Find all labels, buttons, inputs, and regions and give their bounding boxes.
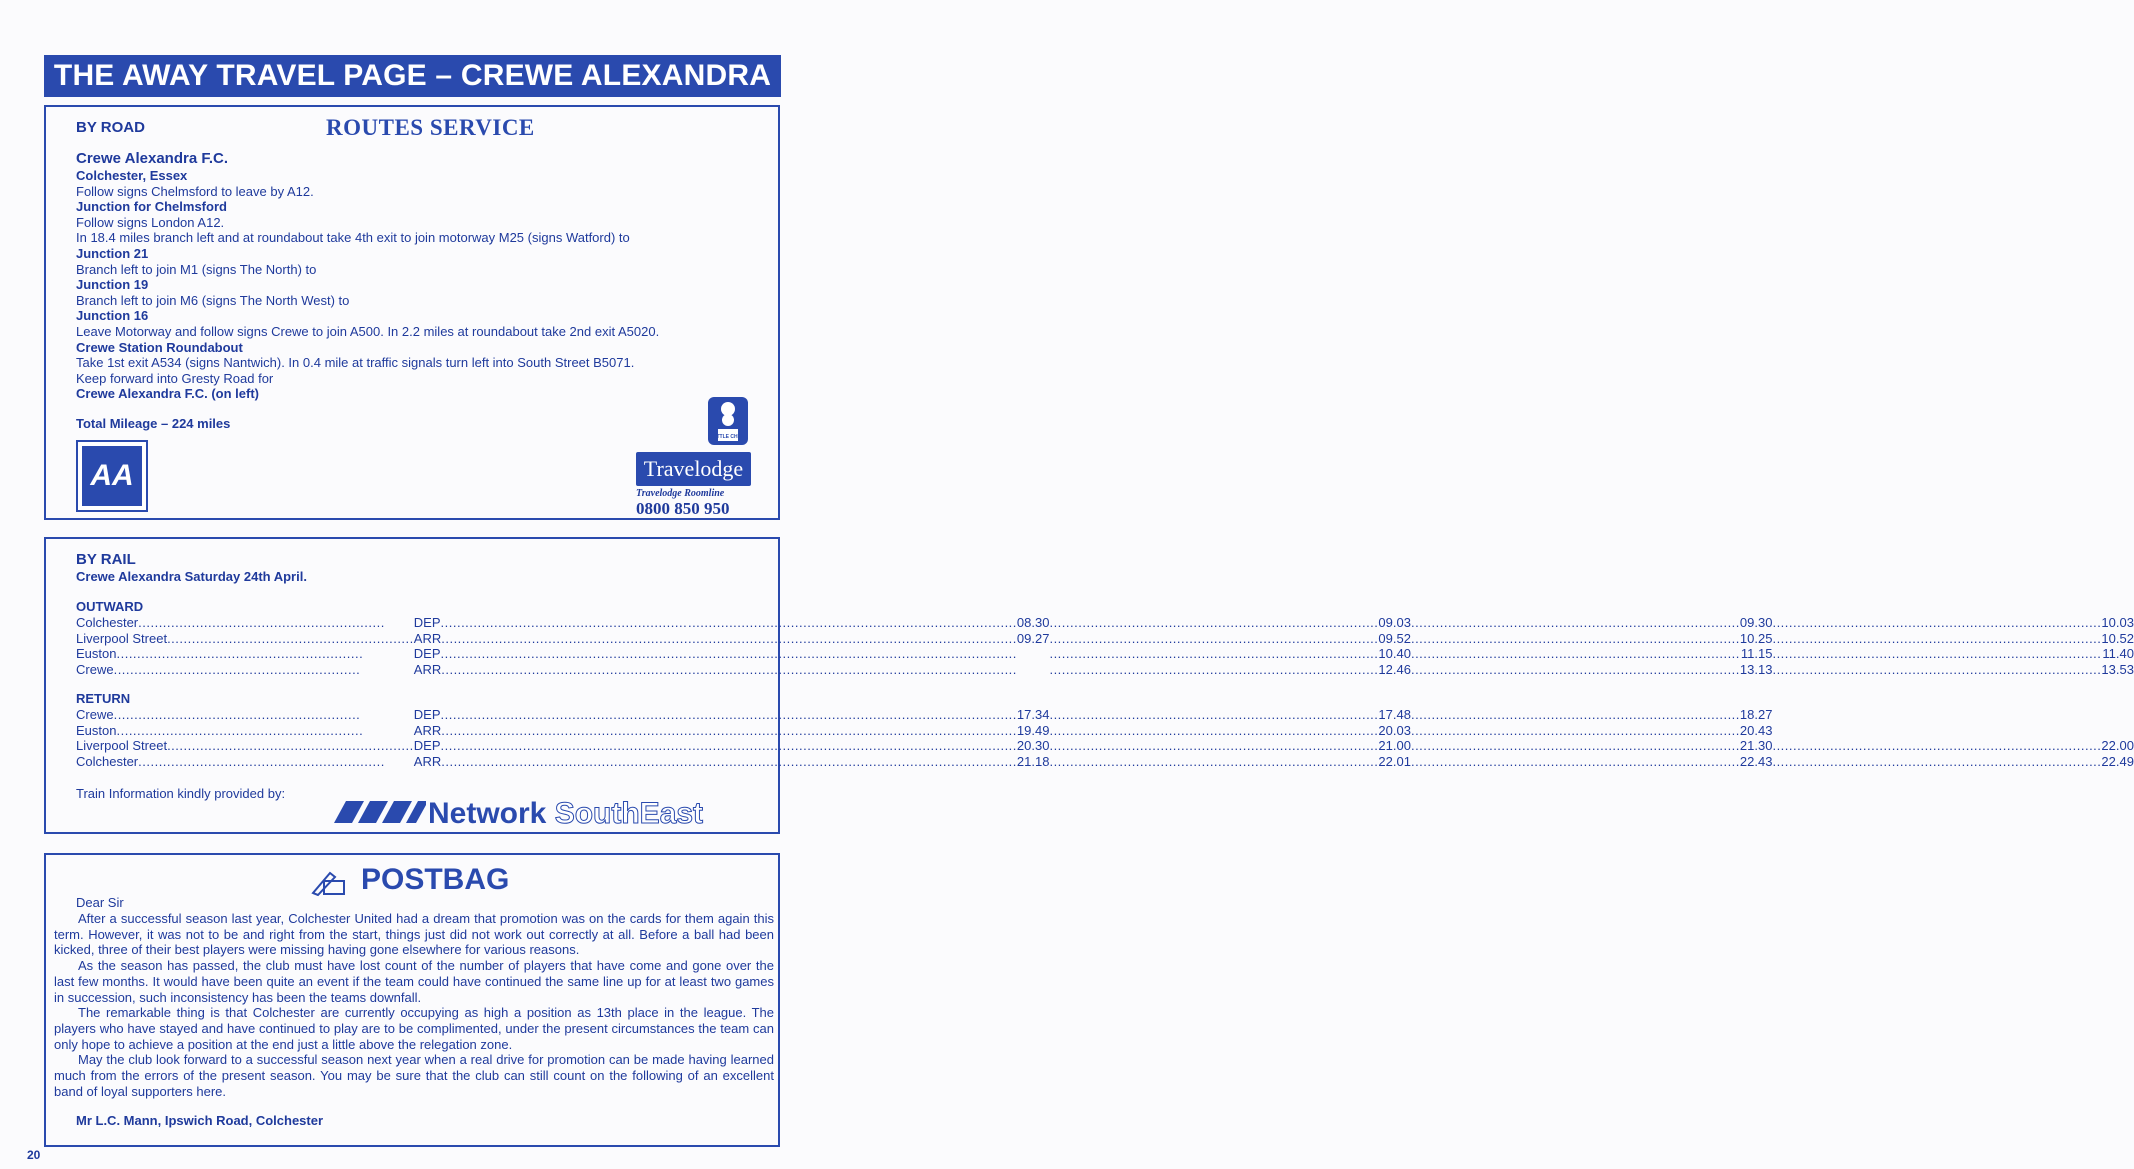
train-time: 17.48 [1378, 707, 1411, 722]
dep-arr-type: DEP [413, 615, 441, 630]
road-direction-line: Take 1st exit A534 (signs Nantwich). In 0.4 mile at traffic signals turn left into South Street B5071. [76, 355, 635, 371]
station-name: Crewe [76, 661, 114, 677]
letter-body [54, 911, 774, 1099]
rail-subheading: Crewe Alexandra Saturday 24th April. [76, 569, 307, 584]
train-time: 11.15 [1740, 646, 1773, 661]
road-direction-line: Follow signs Chelmsford to leave by A12. [76, 183, 314, 199]
timetable-row: Euston ............................................................ ARR ............................................................ ................................................................................ 19.49 ................................................................................ 20.03 ................................................................................ 20.43 [76, 722, 1773, 738]
travelodge-logo: Travelodge [636, 452, 751, 486]
dep-arr-type: DEP [413, 707, 441, 722]
road-direction-line: Crewe Station Roundabout [76, 339, 243, 355]
train-time: 10.40 [1378, 646, 1411, 661]
total-mileage: Total Mileage – 224 miles [76, 416, 231, 431]
road-direction-line: Junction for Chelmsford [76, 199, 227, 215]
train-time: 21.18 [1016, 753, 1050, 769]
travelodge-roomline: Travelodge Roomline [636, 488, 725, 499]
train-time: 09.52 [1378, 630, 1411, 646]
station-name: Liverpool Street [76, 738, 168, 753]
road-direction-line: Leave Motorway and follow signs Crewe to join A500. In 2.2 miles at roundabout take 2nd exit A5020. [76, 324, 660, 339]
nse-southeast-text: SouthEast [554, 797, 704, 830]
train-time: 08.30 [1016, 615, 1050, 630]
dep-arr-type: DEP [413, 738, 441, 753]
letter-paragraph: As the season has passed, the club must have lost count of the number of players that have come and gone over the last few months. It would have been quite an event if the team could have continued the same line up for at least two games in succession, such inconsistency has been the teams downfall. [54, 958, 774, 1005]
road-direction-line: Branch left to join M6 (signs The North West) to [76, 292, 350, 308]
little-chef-icon [706, 395, 750, 447]
train-time: 13.53 [2101, 661, 2134, 677]
train-time: 22.49 [2101, 753, 2134, 769]
letter-paragraph: May the club look forward to a successful season next year when a real drive for promotion can be made having learned much from the errors of the present season. You may be sure that the club can still count on the following of an excellent band of loyal supporters here. [54, 1052, 774, 1099]
travelodge-phone: 0800 850 950 [636, 499, 730, 518]
train-credit: Train Information kindly provided by: [76, 786, 286, 801]
road-direction-line: Crewe Alexandra F.C. (on left) [76, 386, 259, 402]
train-time: 22.01 [1378, 753, 1411, 769]
dep-arr-type: ARR [413, 661, 442, 677]
train-time: 12.46 [1378, 661, 1411, 677]
road-direction-line: Follow signs London A12. [76, 214, 225, 230]
train-time: 19.49 [1016, 722, 1050, 738]
chef-badge-text: LITTLE CHEF [712, 434, 744, 440]
pen-writing-icon [310, 867, 348, 897]
road-direction-line: Branch left to join M1 (signs The North) to [76, 261, 317, 277]
letter-signature: Mr L.C. Mann, Ipswich Road, Colchester [76, 1113, 324, 1128]
train-time: 09.30 [1739, 615, 1773, 630]
train-time: 09.27 [1016, 630, 1050, 646]
train-time: 09.03 [1378, 615, 1411, 630]
postbag-section [44, 853, 780, 1147]
timetable-row: Euston ............................................................ DEP ............................................................ ................................................................................ ................................................................................ 10.40 ................................................................................ 11.15 ................................................................................ 11.40 [76, 646, 2134, 661]
timetable-row: Crewe ............................................................ ARR ............................................................ ................................................................................ ................................................................................ 12.46 ................................................................................ 13.13 ................................................................................ 13.53 [76, 661, 2134, 677]
by-road-section [44, 105, 780, 520]
dep-arr-type: DEP [413, 646, 441, 661]
station-name: Colchester [76, 615, 139, 630]
train-time: 20.43 [1739, 722, 1773, 738]
train-time: 17.34 [1016, 707, 1050, 722]
train-time: 10.03 [2101, 615, 2134, 630]
road-direction-line: Colchester, Essex [76, 168, 188, 183]
by-road-heading: BY ROAD [76, 119, 145, 136]
road-direction-line: Junction 16 [76, 308, 149, 324]
postbag-title: POSTBAG [361, 863, 510, 896]
train-time: 10.25 [1739, 630, 1773, 646]
station-name: Liverpool Street [76, 630, 168, 646]
train-time: 13.13 [1739, 661, 1773, 677]
dep-arr-type: ARR [413, 722, 442, 738]
timetable-row: Liverpool Street ............................................................ DEP ............................................................ ................................................................................ 20.30 ................................................................................ 21.00 ................................................................................ 21.30 ................................................................................ 22.00 [76, 738, 2134, 753]
by-rail-section [44, 537, 2134, 834]
letter-paragraph: After a successful season last year, Colchester United had a dream that promotion was on the cards for them again this term. However, it was not to be and right from the start, things just did not work out correctly at all. Before a ball had been kicked, three of their best players were missing having gone elsewhere for various reasons. [54, 911, 774, 958]
train-time: 10.52 [2101, 630, 2134, 646]
page-banner: THE AWAY TRAVEL PAGE – CREWE ALEXANDRA [44, 55, 781, 97]
train-time: 11.40 [2102, 646, 2134, 661]
station-name: Colchester [76, 753, 139, 769]
train-time: 18.27 [1739, 707, 1773, 722]
outward-label: OUTWARD [76, 599, 144, 614]
aa-logo [76, 440, 148, 512]
by-rail-heading: BY RAIL [76, 551, 136, 568]
road-direction-line: Keep forward into Gresty Road for [76, 370, 274, 386]
road-direction-line: Junction 19 [76, 277, 149, 293]
train-time: 22.43 [1739, 753, 1773, 769]
train-time: 22.00 [2101, 738, 2134, 753]
dep-arr-type: ARR [413, 630, 442, 646]
train-time: 20.30 [1016, 738, 1050, 753]
nse-network-text: Network [428, 797, 547, 830]
station-name: Crewe [76, 707, 114, 722]
network-southeast-logo [428, 797, 703, 831]
road-direction-line: In 18.4 miles branch left and at roundabout take 4th exit to join motorway M25 (signs Watford) to [76, 230, 630, 246]
aa-logo-text: AA [82, 446, 142, 506]
page-number: 20 [27, 1148, 41, 1162]
timetable-row: Colchester ............................................................ DEP ............................................................ ................................................................................ 08.30 ................................................................................ 09.03 ................................................................................ 09.30 ................................................................................ 10.03 [76, 615, 2134, 630]
timetable-row: Crewe ............................................................ DEP ............................................................ ................................................................................ 17.34 ................................................................................ 17.48 ................................................................................ 18.27 [76, 707, 1773, 722]
return-label: RETURN [76, 691, 131, 706]
station-name: Euston [76, 722, 117, 738]
network-southeast-stripes-icon [326, 801, 426, 823]
road-destination: Crewe Alexandra F.C. [76, 150, 228, 167]
timetable-row: Liverpool Street ............................................................ ARR ............................................................ ................................................................................ 09.27 ................................................................................ 09.52 ................................................................................ 10.25 ................................................................................ 10.52 [76, 630, 2134, 646]
station-name: Euston [76, 646, 117, 661]
train-time: 21.30 [1739, 738, 1773, 753]
letter-salutation: Dear Sir [76, 895, 124, 910]
road-direction-line: Junction 21 [76, 246, 149, 261]
train-time: 21.00 [1378, 738, 1411, 753]
timetable-row: Colchester ............................................................ ARR ............................................................ ................................................................................ 21.18 ................................................................................ 22.01 ................................................................................ 22.43 ................................................................................ 22.49 [76, 753, 2134, 769]
letter-paragraph: The remarkable thing is that Colchester are currently occupying as high a position as 13th place in the league. The players who have stayed and have continued to play are to be complimented, under the present circumstances the team can only hope to achieve a position at the end just a little above the relegation zone. [54, 1005, 774, 1052]
train-time: 20.03 [1378, 722, 1411, 738]
dep-arr-type: ARR [413, 753, 442, 769]
routes-service-logo: ROUTES SERVICE [326, 115, 535, 140]
